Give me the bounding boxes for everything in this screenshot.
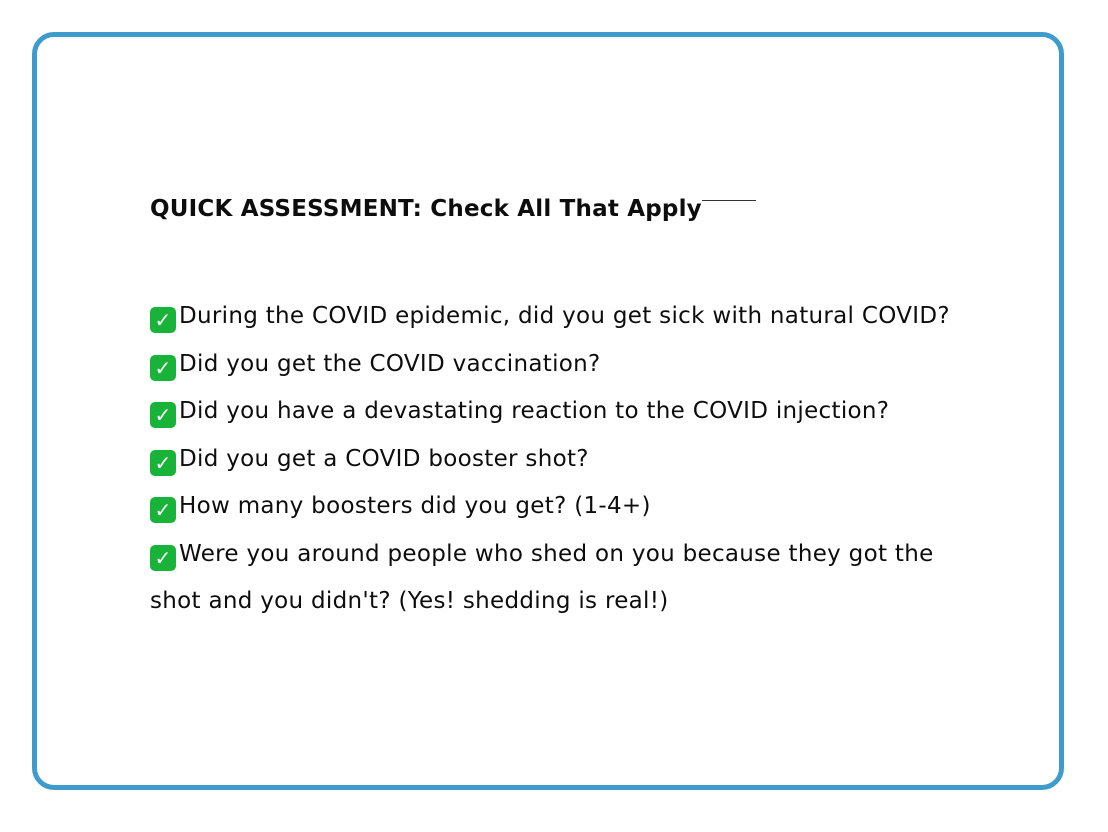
check-mark-button-icon: ✓ bbox=[150, 355, 176, 381]
checklist-item bbox=[150, 531, 970, 626]
assessment-content bbox=[150, 195, 970, 626]
checklist-item bbox=[150, 293, 970, 341]
checklist-item bbox=[150, 436, 970, 484]
checklist-item-text: Were you around people who shed on you because they got the shot and you didn't? (Yes! shedding is real!) bbox=[150, 540, 934, 614]
assessment-heading-text: QUICK ASSESSMENT: Check All That Apply bbox=[150, 196, 702, 222]
heading-underline-rule bbox=[702, 200, 756, 201]
assessment-heading bbox=[150, 195, 970, 223]
assessment-card bbox=[32, 32, 1064, 790]
check-mark-button-icon: ✓ bbox=[150, 497, 176, 523]
checklist-item-text: Did you have a devastating reaction to the COVID injection? bbox=[179, 398, 890, 424]
checklist-item bbox=[150, 341, 970, 389]
checklist-item bbox=[150, 483, 970, 531]
checklist-item-text: Did you get the COVID vaccination? bbox=[179, 350, 601, 377]
checklist-item-text: How many boosters did you get? (1-4+) bbox=[179, 493, 651, 519]
checklist-item-text: Did you get a COVID booster shot? bbox=[179, 445, 589, 472]
checklist bbox=[150, 293, 970, 626]
check-mark-button-icon: ✓ bbox=[150, 545, 176, 571]
check-mark-button-icon: ✓ bbox=[150, 307, 176, 333]
checklist-item bbox=[150, 388, 970, 436]
checklist-item-text: During the COVID epidemic, did you get sick with natural COVID? bbox=[179, 303, 950, 329]
check-mark-button-icon: ✓ bbox=[150, 450, 176, 476]
check-mark-button-icon: ✓ bbox=[150, 402, 176, 428]
